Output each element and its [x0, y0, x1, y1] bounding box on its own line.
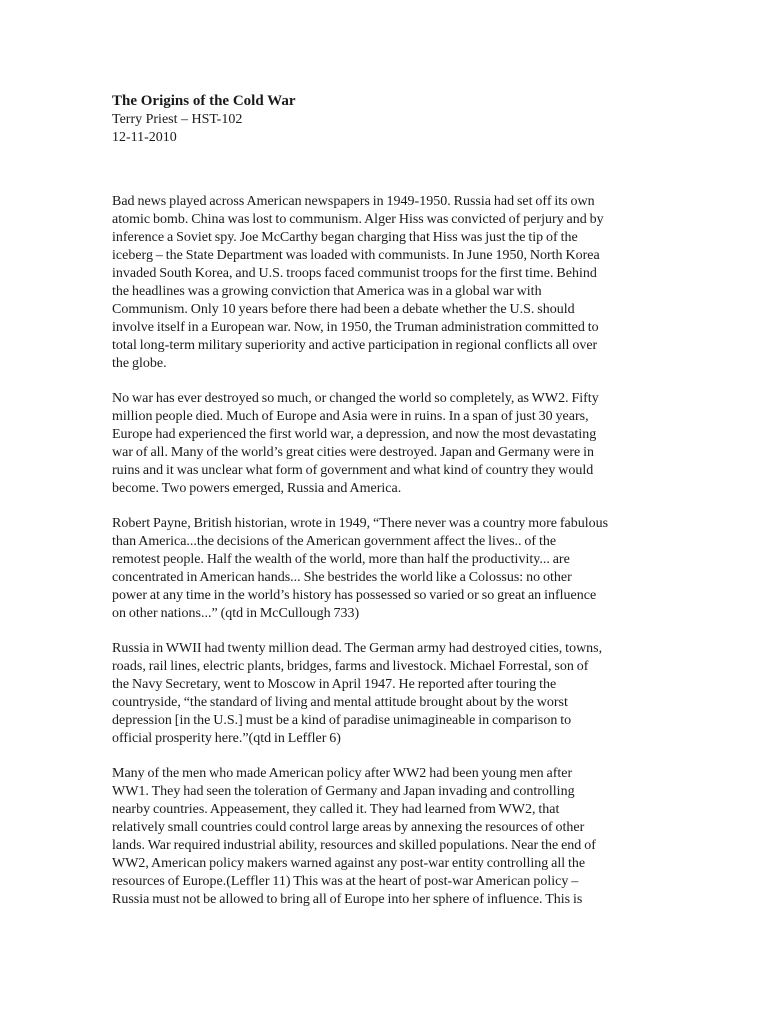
paragraph-4: Russia in WWII had twenty million dead. The German army had destroyed cities, towns, roads, rail lines, electric plants, bridges, farms and livestock. Michael Forrestal, son of the Navy Secretary, went to Moscow in April 1947. He reported after touring the countryside, “the standard of living and mental attitude brought about by the worst depression [in the U.S.] must be a kind of paradise unimagineable in comparison to official prosperity here.”(qtd in Leffler 6) [112, 641, 603, 746]
paragraph-3: Robert Payne, British historian, wrote in 1949, “There never was a country more fabulous than America...the decisions of the American government affect the lives.. of the remotest people. Half the wealth of the world, more than half the productivity... are concentrated in American hands... She bestrides the world like a Colossus: no other power at any time in the world’s history has possessed so varied or so great an influence on other nations...” (qtd in McCullough 733) [112, 516, 609, 621]
paragraph-5: Many of the men who made American policy after WW2 had been young men after WW1. They had seen the toleration of Germany and Japan invading and controlling nearby countries. Appeasement, they called it. They had learned from WW2, that relatively small countries could control large areas by annexing the resources of other lands. War required industrial ability, resources and skilled populations. Near the end of WW2, American policy makers warned against any post-war entity controlling all the resources of Europe.(Leffler 11) This was at the heart of post-war American policy – Russia must not be allowed to bring all of Europe into her sphere of influence. This is [112, 766, 596, 907]
document-body [112, 193, 657, 909]
paragraph-1: Bad news played across American newspapers in 1949-1950. Russia had set off its own atomic bomb. China was lost to communism. Alger Hiss was convicted of perjury and by inference a Soviet spy. Joe McCarthy began charging that Hiss was just the tip of the iceberg – the State Department was loaded with communists. In June 1950, North Korea invaded South Korea, and U.S. troops faced communist troops for the first time. Behind the headlines was a growing conviction that America was in a global war with Communism. Only 10 years before there had been a debate whether the U.S. should involve itself in a European war. Now, in 1950, the Truman administration committed to total long-term military superiority and active participation in regional conflicts all over the globe. [112, 194, 604, 371]
paragraph-2: No war has ever destroyed so much, or changed the world so completely, as WW2. Fifty million people died. Much of Europe and Asia were in ruins. In a span of just 30 years, Europe had experienced the first world war, a depression, and now the most devastating war of all. Many of the world’s great cities were destroyed. Japan and Germany were in ruins and it was unclear what form of government and what kind of country they would become. Two powers emerged, Russia and America. [112, 391, 599, 496]
document-date: 12-11-2010 [112, 130, 177, 145]
author-line: Terry Priest – HST-102 [112, 112, 243, 127]
document-title: The Origins of the Cold War [112, 93, 296, 109]
document-content [112, 91, 657, 926]
